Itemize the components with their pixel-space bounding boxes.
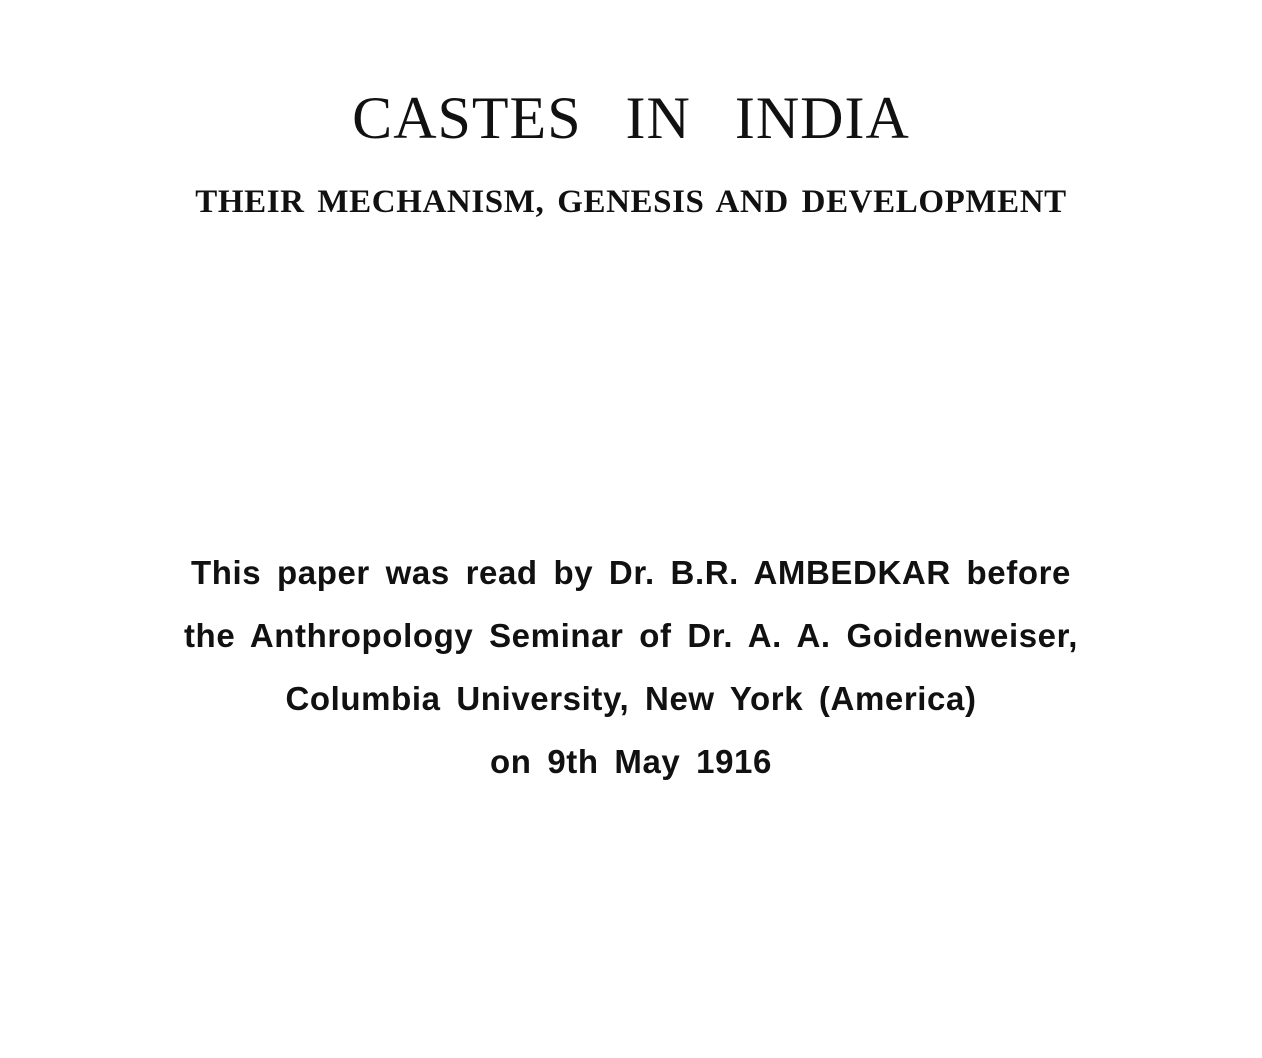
note-line-2: the Anthropology Seminar of Dr. A. A. Goidenweiser, — [183, 617, 1079, 654]
note-line-3: Columbia University, New York (America) — [285, 680, 977, 717]
note-line-1: This paper was read by Dr. B.R. AMBEDKAR before — [191, 554, 1071, 591]
note-line-4: on 9th May 1916 — [490, 743, 772, 780]
document-subtitle: THEIR MECHANISM, GENESIS AND DEVELOPMENT — [195, 184, 1067, 220]
document-title: CASTES IN INDIA — [352, 85, 910, 151]
presentation-note — [0, 546, 1262, 798]
